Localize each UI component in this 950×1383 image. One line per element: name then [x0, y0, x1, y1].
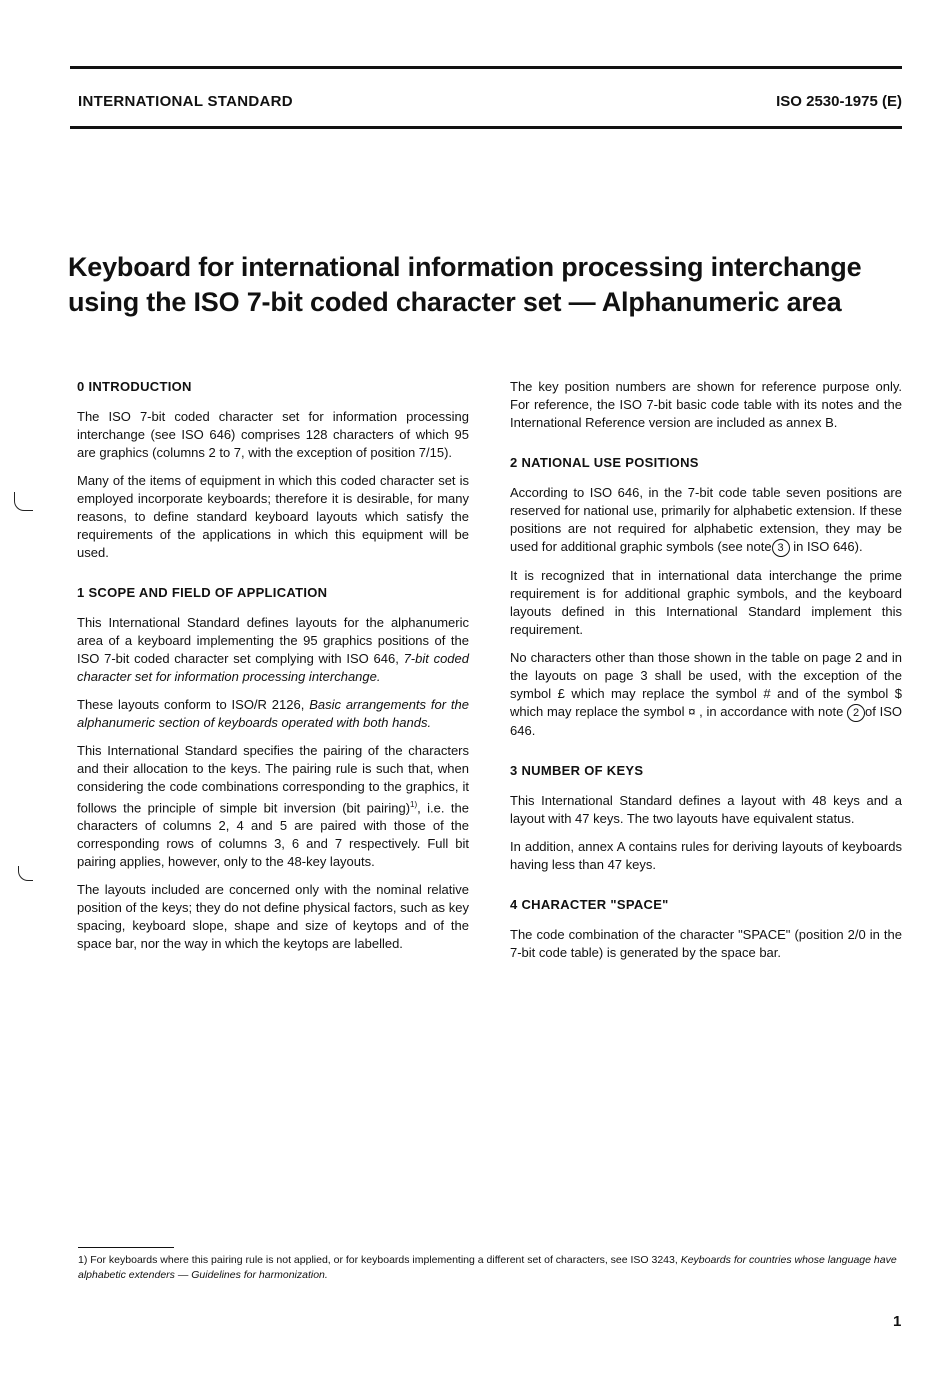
margin-mark	[18, 866, 33, 881]
reference-title: 7-bit coded character set for information processing interchange.	[77, 651, 470, 684]
footnote-text: 1) For keyboards where this pairing rule is not applied, or for keyboards implementing a different set of characters, see ISO 3243,	[78, 1254, 681, 1266]
paragraph: It is recognized that in international data interchange the prime requirement is for additional graphic symbols, and the keyboard layouts defined in this International Standard implement this requirement.	[510, 568, 902, 637]
reference-title: Keyboards for countries whose language have alphabetic extenders — Guidelines for harmonization.	[78, 1254, 897, 1281]
header-bottom-rule	[70, 126, 902, 129]
footnote	[78, 1253, 904, 1283]
document-title	[68, 250, 928, 320]
section-heading-scope: 1 SCOPE AND FIELD OF APPLICATION	[77, 585, 328, 600]
paragraph: The key position numbers are shown for reference purpose only. For reference, the ISO 7-bit basic code table with its notes and the International Reference version are included as annex B.	[510, 379, 902, 430]
note-number-circle: 2	[847, 704, 865, 722]
footnote-rule	[78, 1247, 174, 1248]
paragraph: The layouts included are concerned only with the nominal relative position of the keys; they do not define physical factors, such as key spacing, keyboard slope, shape and size of keytops and of the space bar, nor the way in which the keytops are labelled.	[77, 882, 469, 952]
text: According to ISO 646, in the 7-bit code table seven positions are reserved for national use, primarily for alphabetic extension. If these positions are not required for alphabetic extension, they may be used for additional graphic symbols (see note	[510, 485, 902, 554]
paragraph	[77, 614, 469, 686]
text: This International Standard specifies the pairing of the characters and their allocation to the keys. The pairing rule is such that, when considering the code combinations corresponding to the graphics, it follows the principle of simple bit inversion (bit pairing)	[77, 743, 469, 816]
section-character-space	[510, 896, 902, 962]
left-column	[77, 378, 469, 963]
page-number: 1	[893, 1313, 902, 1330]
text: in ISO 646).	[793, 539, 863, 554]
paragraph	[510, 484, 902, 557]
paragraph: In addition, annex A contains rules for deriving layouts of keyboards having less than 47 keys.	[510, 839, 902, 872]
paragraph	[77, 742, 469, 871]
paragraph: The ISO 7-bit coded character set for information processing interchange (see ISO 646) comprises 128 characters of which 95 are graphics (columns 2 to 7, with the exception of position 7/15).	[77, 409, 469, 460]
text: This International Standard defines layouts for the alphanumeric area of a keyboard implementing the 95 graphics positions of the ISO 7-bit coded character set complying with ISO 646,	[77, 615, 469, 666]
right-column	[510, 378, 902, 972]
text: No characters other than those shown in the table on page 2 and in the layouts on page 3 shall be used, with the exception of the symbol £ which may replace the symbol # and of the symbol $ which may replace the symbol ¤ , in accordance with note	[510, 650, 902, 719]
paragraph	[510, 649, 902, 740]
margin-mark	[14, 492, 33, 511]
section-heading-introduction: 0 INTRODUCTION	[77, 379, 192, 394]
section-heading-number-of-keys: 3 NUMBER OF KEYS	[510, 763, 644, 778]
text: , i.e. the characters of columns 2, 4 and 5 are paired with those of the corresponding rows of columns 3, 6 and 7 respectively. Full bit pairing applies, however, only to the 48-key layouts.	[77, 800, 469, 870]
text: of ISO 646.	[510, 704, 902, 738]
section-number-of-keys	[510, 762, 902, 874]
section-heading-national-use: 2 NATIONAL USE POSITIONS	[510, 455, 699, 470]
paragraph	[77, 696, 469, 732]
reference-title: Basic arrangements for the alphanumeric section of keyboards operated with both hands.	[77, 697, 469, 730]
section-scope	[77, 584, 469, 953]
header-top-rule	[70, 66, 902, 69]
title-line-1: Keyboard for international information processing interchange	[68, 252, 862, 282]
paragraph: The code combination of the character "SPACE" (position 2/0 in the 7-bit code table) is generated by the space bar.	[510, 927, 902, 960]
standard-type-label: INTERNATIONAL STANDARD	[78, 93, 293, 110]
title-line-2: using the ISO 7-bit coded character set — Alphanumeric area	[68, 287, 842, 317]
standard-number: ISO 2530-1975 (E)	[776, 93, 902, 110]
section-heading-character-space: 4 CHARACTER "SPACE"	[510, 897, 669, 912]
footnote-ref: 1)	[410, 800, 418, 809]
section-national-use	[510, 454, 902, 740]
note-number-circle: 3	[772, 539, 790, 557]
paragraph: This International Standard defines a layout with 48 keys and a layout with 47 keys. The two layouts have equivalent status.	[510, 793, 902, 826]
text: These layouts conform to ISO/R 2126,	[77, 697, 310, 712]
paragraph: Many of the items of equipment in which this coded character set is employed incorporate keyboards; therefore it is desirable, for many reasons, to define standard keyboard layouts which satisfy the requirements of the applications in which this equipment will be used.	[77, 473, 469, 560]
